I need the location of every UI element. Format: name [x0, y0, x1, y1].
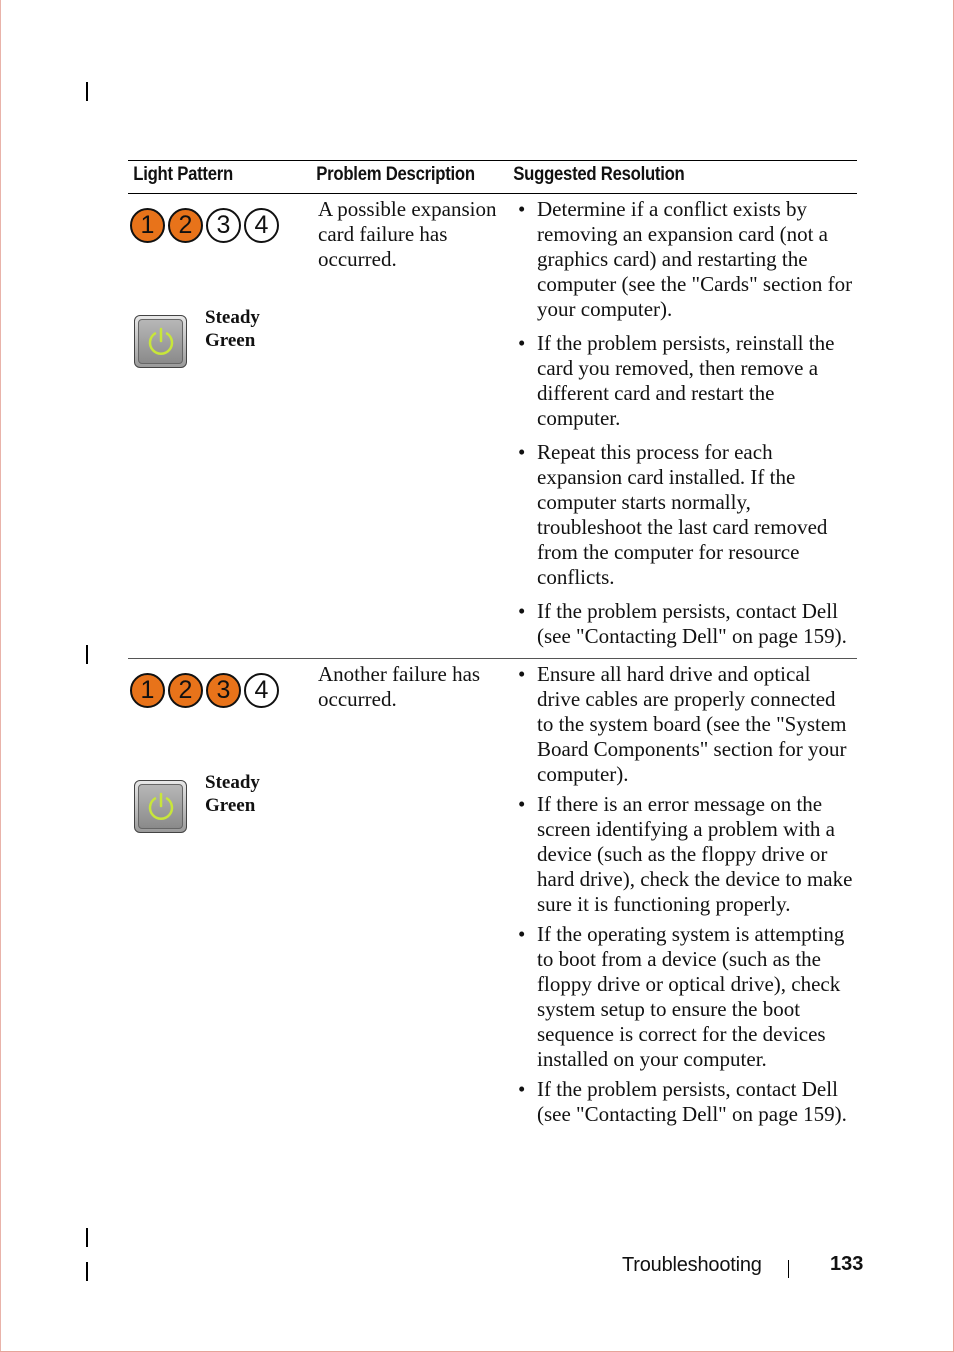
crop-mark-top	[86, 82, 88, 101]
power-light-state	[205, 306, 260, 352]
diagnostic-led-4: 4	[244, 673, 279, 708]
list-item: • If the problem persists, contact Dell (see "Contacting Dell" on page 159).	[508, 1077, 857, 1127]
light-pattern-cell	[128, 659, 311, 1133]
list-item: • Determine if a conflict exists by removing an expansion card (not a graphics card) and restarting the computer (see the "Cards" section for your computer).	[508, 197, 857, 322]
suggested-resolution-cell	[508, 194, 857, 659]
list-item: • Ensure all hard drive and optical drive cables are properly connected to the system board (see the "System Board Components" section for your computer).	[508, 662, 857, 787]
diagnostic-led-1: 1	[130, 673, 165, 708]
list-item: • If the problem persists, reinstall the card you removed, then remove a different card and restart the computer.	[508, 331, 857, 431]
list-item: • If the problem persists, contact Dell (see "Contacting Dell" on page 159).	[508, 599, 857, 649]
power-state-line-2: Green	[205, 330, 256, 351]
power-state-line-1: Steady	[205, 307, 260, 328]
power-button-icon	[134, 315, 187, 368]
power-state-line-1: Steady	[205, 772, 260, 793]
diagnostic-leds	[130, 208, 279, 243]
list-item: • If the operating system is attempting to boot from a device (such as the floppy drive or optical drive), check system setup to ensure the boot sequence is correct for the devices installed on your computer.	[508, 922, 857, 1072]
resolution-list	[508, 194, 857, 649]
power-state-line-2: Green	[205, 795, 256, 816]
header-suggested-resolution: Suggested Resolution	[508, 161, 815, 194]
power-light-state	[205, 771, 260, 817]
diagnostic-led-3: 3	[206, 673, 241, 708]
page-edge-left	[0, 0, 1, 1352]
problem-description: A possible expansion card failure has occurred.	[318, 197, 497, 271]
table-row	[128, 659, 857, 1133]
table-row	[128, 194, 857, 659]
diagnostic-led-2: 2	[168, 208, 203, 243]
footer-separator	[788, 1260, 789, 1278]
resolution-list	[508, 659, 857, 1127]
list-item: • If there is an error message on the screen identifying a problem with a device (such as the floppy drive or hard drive), check the device to make sure it is functioning properly.	[508, 792, 857, 917]
header-problem-description: Problem Description	[311, 161, 484, 194]
problem-description-cell	[311, 194, 508, 659]
suggested-resolution-cell	[508, 659, 857, 1133]
list-item: • Repeat this process for each expansion card installed. If the computer starts normally, troubleshoot the last card removed from the computer for resource conflicts.	[508, 440, 857, 590]
table-header-row	[128, 161, 857, 194]
diagnostic-led-2: 2	[168, 673, 203, 708]
diagnostic-leds	[130, 673, 279, 708]
page-number: 133	[830, 1253, 864, 1275]
power-button-icon	[134, 780, 187, 833]
footer-section-title: Troubleshooting	[622, 1254, 762, 1276]
problem-description-cell	[311, 659, 508, 1133]
crop-mark-middle	[86, 645, 88, 664]
crop-mark-bottom-2	[86, 1262, 88, 1281]
diagnostic-led-4: 4	[244, 208, 279, 243]
diagnostic-led-1: 1	[130, 208, 165, 243]
diagnostic-lights-table	[128, 160, 857, 1132]
crop-mark-bottom-1	[86, 1228, 88, 1247]
light-pattern-cell	[128, 194, 311, 659]
problem-description: Another failure has occurred.	[318, 662, 481, 711]
header-light-pattern: Light Pattern	[128, 161, 289, 194]
diagnostic-led-3: 3	[206, 208, 241, 243]
